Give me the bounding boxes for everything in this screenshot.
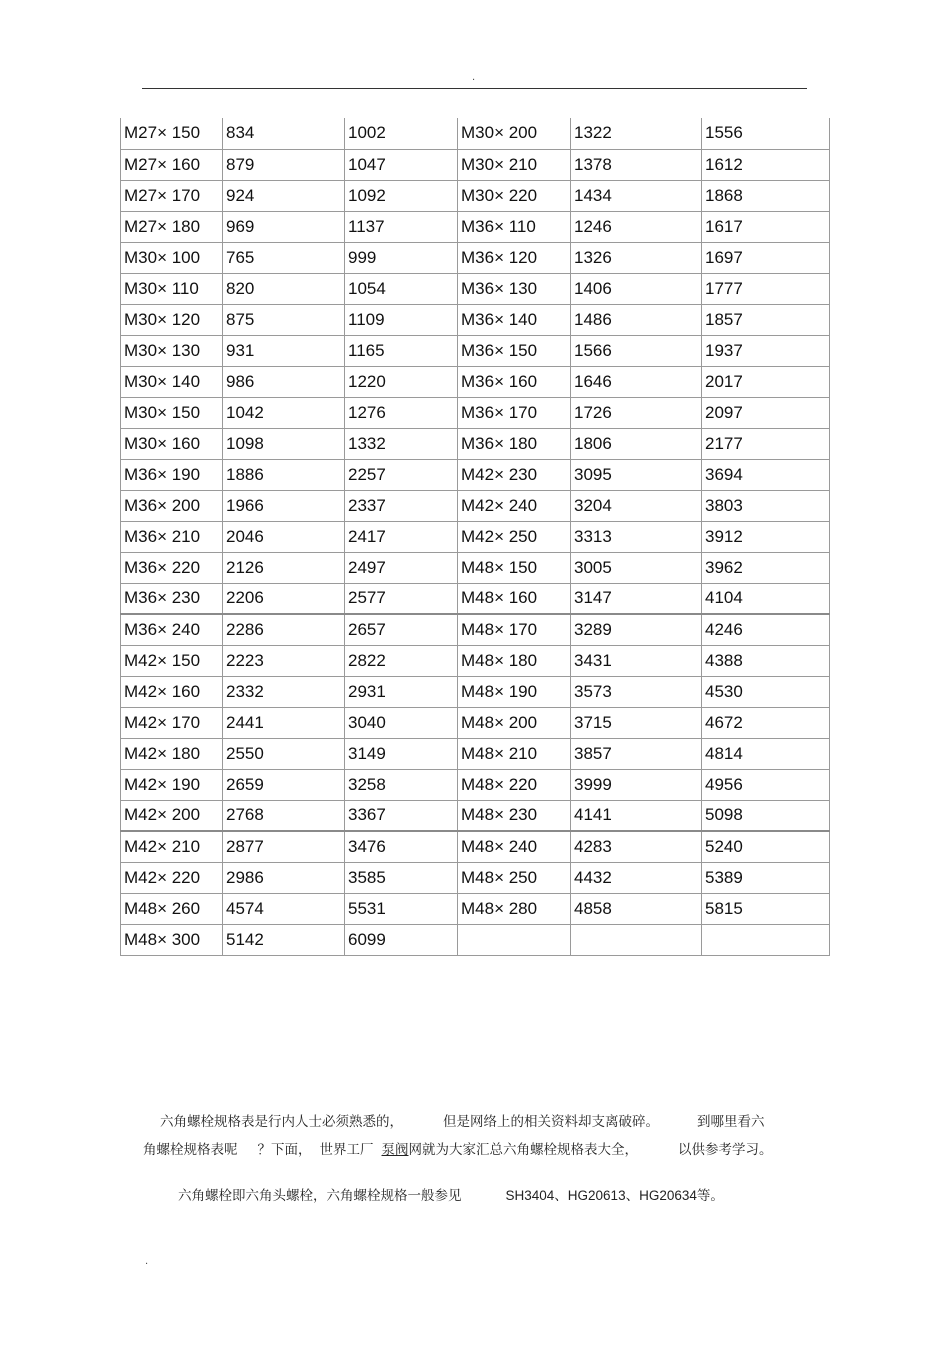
table-cell: M42× 240 [458,490,571,521]
table-cell: 834 [223,118,345,149]
table-cell: M48× 240 [458,831,571,862]
intro-text-2c: 世界工厂 [319,1142,374,1158]
table-cell: 3204 [571,490,702,521]
table-cell: 4104 [702,583,830,614]
table-cell: 2337 [345,490,458,521]
table-cell: 2822 [345,645,458,676]
table-cell: 1612 [702,149,830,180]
table-cell: 1047 [345,149,458,180]
intro-text-2b: ？下面， [257,1142,312,1158]
table-cell: 2017 [702,366,830,397]
table-cell: 2931 [345,676,458,707]
table-row [121,428,830,459]
table-cell: 1220 [345,366,458,397]
table-cell: M42× 170 [121,707,223,738]
intro-text-1a: 六角螺栓规格表是行内人士必须熟悉的， [160,1114,403,1130]
table-cell: 1646 [571,366,702,397]
table-cell: M30× 220 [458,180,571,211]
table-cell: 6099 [345,924,458,955]
table-cell [702,924,830,955]
table-cell: 2550 [223,738,345,769]
table-cell: 2126 [223,552,345,583]
table-cell: M36× 150 [458,335,571,366]
table-cell: M27× 150 [121,118,223,149]
table-cell: 3573 [571,676,702,707]
table-cell: 2332 [223,676,345,707]
table-cell: 1857 [702,304,830,335]
table-cell: M36× 160 [458,366,571,397]
table-cell: 5815 [702,893,830,924]
table-cell: M42× 160 [121,676,223,707]
table-cell: M48× 220 [458,769,571,800]
table-cell: 1326 [571,242,702,273]
intro-text-1c: 到哪里看六 [697,1114,765,1130]
table-cell: M42× 230 [458,459,571,490]
table-row [121,738,830,769]
intro-text-1b: 但是网络上的相关资料却支离破碎。 [443,1114,659,1130]
table-cell: 1109 [345,304,458,335]
table-cell: M48× 180 [458,645,571,676]
header-rule [142,88,807,89]
table-cell: 986 [223,366,345,397]
table-cell: M48× 160 [458,583,571,614]
table-row [121,521,830,552]
table-cell: 2257 [345,459,458,490]
table-cell: 4530 [702,676,830,707]
table-cell: 3694 [702,459,830,490]
table-cell: 1042 [223,397,345,428]
table-cell: M27× 180 [121,211,223,242]
table-cell: M36× 180 [458,428,571,459]
table-cell: 879 [223,149,345,180]
table-row [121,645,830,676]
table-cell: 2177 [702,428,830,459]
table-cell: M30× 160 [121,428,223,459]
table-cell: 3147 [571,583,702,614]
table-cell: 1406 [571,273,702,304]
table-row [121,924,830,955]
table-cell: 3857 [571,738,702,769]
table-cell: 4283 [571,831,702,862]
table-cell: M42× 210 [121,831,223,862]
table-row [121,366,830,397]
table-cell: M48× 300 [121,924,223,955]
table-row [121,149,830,180]
table-cell: M30× 100 [121,242,223,273]
table-cell: 3715 [571,707,702,738]
table-cell: 1434 [571,180,702,211]
table-cell: 3040 [345,707,458,738]
table-cell: 3803 [702,490,830,521]
table-row [121,800,830,831]
table-cell: M30× 130 [121,335,223,366]
table-cell: 2046 [223,521,345,552]
table-cell: M30× 140 [121,366,223,397]
table-row [121,304,830,335]
intro-text-2d: 网就为大家汇总六角螺栓规格表大全， [408,1142,638,1158]
table-cell: 2659 [223,769,345,800]
table-cell: 1777 [702,273,830,304]
table-cell: 3289 [571,614,702,645]
table-row [121,676,830,707]
table-cell: 3431 [571,645,702,676]
table-cell: 1322 [571,118,702,149]
table-cell: M30× 120 [121,304,223,335]
table-cell: M48× 170 [458,614,571,645]
table-cell: M36× 120 [458,242,571,273]
table-cell: 3962 [702,552,830,583]
table-cell: 1137 [345,211,458,242]
table-cell: 2768 [223,800,345,831]
table-cell: 1002 [345,118,458,149]
table-cell: 5240 [702,831,830,862]
table-cell: 2657 [345,614,458,645]
table-cell: M27× 170 [121,180,223,211]
footer-mark: . [145,1256,149,1267]
table-cell: 3258 [345,769,458,800]
table-cell: M48× 200 [458,707,571,738]
intro-text-2e: 以供参考学习。 [678,1142,773,1158]
table-cell: M48× 250 [458,862,571,893]
table-cell: 2417 [345,521,458,552]
table-cell: 2441 [223,707,345,738]
table-cell: 1098 [223,428,345,459]
table-cell: M36× 210 [121,521,223,552]
table-cell [458,924,571,955]
table-cell: 1332 [345,428,458,459]
table-cell: 1092 [345,180,458,211]
table-row [121,831,830,862]
table-cell: 1246 [571,211,702,242]
table-row [121,335,830,366]
table-cell: 3313 [571,521,702,552]
table-cell: M48× 150 [458,552,571,583]
intro-line-2 [143,1138,773,1158]
table-cell: M36× 110 [458,211,571,242]
table-cell: M48× 230 [458,800,571,831]
table-cell: 2286 [223,614,345,645]
table-row [121,490,830,521]
intro-line-1 [160,1110,765,1130]
table-cell: 5389 [702,862,830,893]
table-cell: 2206 [223,583,345,614]
table-cell: 820 [223,273,345,304]
table-cell: 999 [345,242,458,273]
table-cell: 3585 [345,862,458,893]
table-row [121,211,830,242]
table-cell: M30× 110 [121,273,223,304]
intro-line-3 [178,1184,724,1204]
table-cell: 4672 [702,707,830,738]
table-row [121,118,830,149]
table-cell: 1378 [571,149,702,180]
pump-valve-link[interactable]: 泵阀 [381,1142,409,1158]
table-cell: 3005 [571,552,702,583]
table-cell: M36× 190 [121,459,223,490]
header-mark: . [472,72,476,83]
table-cell: M36× 170 [458,397,571,428]
table-cell: 875 [223,304,345,335]
table-cell: 1726 [571,397,702,428]
table-cell: 2986 [223,862,345,893]
table-row [121,707,830,738]
table-row [121,614,830,645]
table-cell: 1556 [702,118,830,149]
table-row [121,273,830,304]
table-cell: 2577 [345,583,458,614]
table-cell: 4432 [571,862,702,893]
table-cell: 4574 [223,893,345,924]
intro-text-3a: 六角螺栓即六角头螺栓，六角螺栓规格一般参见 [178,1188,462,1204]
table-row [121,242,830,273]
table-cell: 1937 [702,335,830,366]
table-cell: 5098 [702,800,830,831]
table-cell: 4388 [702,645,830,676]
table-cell: M36× 130 [458,273,571,304]
table-cell: 3367 [345,800,458,831]
intro-text-2a: 角螺栓规格表呢 [143,1142,238,1158]
table-cell: 2877 [223,831,345,862]
table-cell: 2097 [702,397,830,428]
intro-standards: SH3404、HG20613、HG20634等。 [505,1188,724,1203]
table-cell: M42× 200 [121,800,223,831]
table-cell [571,924,702,955]
table-cell: M36× 220 [121,552,223,583]
table-cell: 1806 [571,428,702,459]
table-cell: 1054 [345,273,458,304]
table-row [121,583,830,614]
table-cell: 1868 [702,180,830,211]
table-row [121,180,830,211]
table-cell: 1165 [345,335,458,366]
table-cell: 765 [223,242,345,273]
table-row [121,397,830,428]
table-cell: M42× 190 [121,769,223,800]
table-cell: M36× 200 [121,490,223,521]
table-cell: M48× 190 [458,676,571,707]
table-row [121,552,830,583]
table-cell: 1276 [345,397,458,428]
table-cell: M30× 150 [121,397,223,428]
table-cell: 1486 [571,304,702,335]
table-cell: 3476 [345,831,458,862]
table-cell: 924 [223,180,345,211]
table-cell: M42× 250 [458,521,571,552]
table-row [121,769,830,800]
table-cell: 1566 [571,335,702,366]
table-cell: M48× 260 [121,893,223,924]
table-cell: 1617 [702,211,830,242]
table-row [121,459,830,490]
table-cell: 1697 [702,242,830,273]
table-row [121,893,830,924]
table-cell: 1966 [223,490,345,521]
table-cell: 3095 [571,459,702,490]
table-cell: M30× 210 [458,149,571,180]
table-cell: M36× 240 [121,614,223,645]
table-cell: 3999 [571,769,702,800]
table-cell: 5142 [223,924,345,955]
table-cell: 4858 [571,893,702,924]
table-cell: M30× 200 [458,118,571,149]
table-cell: M42× 180 [121,738,223,769]
table-cell: 4141 [571,800,702,831]
table-cell: 4956 [702,769,830,800]
table-cell: M36× 230 [121,583,223,614]
table-cell: 3912 [702,521,830,552]
table-cell: 969 [223,211,345,242]
table-cell: M42× 150 [121,645,223,676]
table-cell: 931 [223,335,345,366]
table-cell: M42× 220 [121,862,223,893]
table-cell: 2497 [345,552,458,583]
table-cell: M48× 280 [458,893,571,924]
table-cell: 2223 [223,645,345,676]
table-cell: M27× 160 [121,149,223,180]
table-row [121,862,830,893]
table-cell: 1886 [223,459,345,490]
bolt-spec-table [120,118,830,956]
table-cell: 4814 [702,738,830,769]
table-cell: 4246 [702,614,830,645]
table-cell: M36× 140 [458,304,571,335]
table-cell: 3149 [345,738,458,769]
table-cell: 5531 [345,893,458,924]
table-cell: M48× 210 [458,738,571,769]
